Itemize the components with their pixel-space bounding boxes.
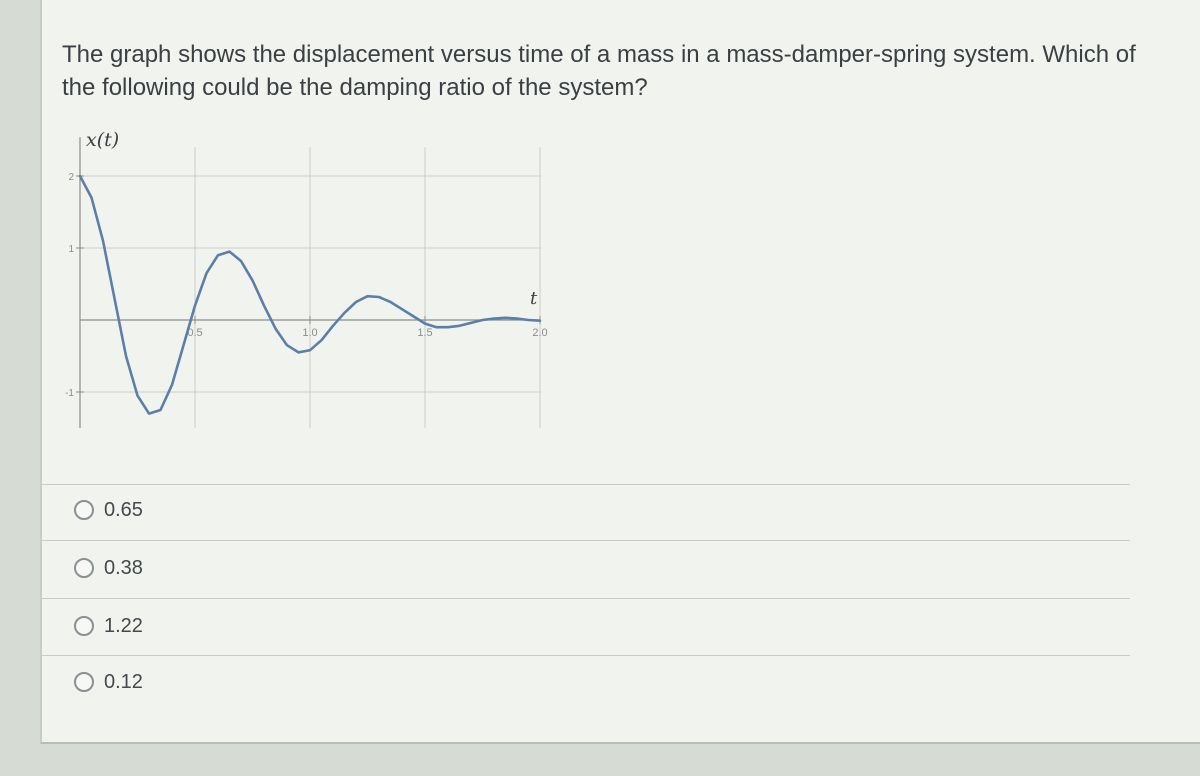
x-axis-label: t — [530, 288, 538, 309]
option-label: 0.38 — [104, 556, 143, 579]
x-tick-label: 1.0 — [302, 327, 318, 339]
option-0-65[interactable] — [74, 498, 143, 522]
option-divider — [40, 484, 1130, 485]
x-tick-label: 1.5 — [417, 327, 433, 339]
option-divider — [40, 655, 1130, 656]
option-label: 0.65 — [104, 498, 143, 521]
option-0-12[interactable] — [74, 670, 143, 694]
y-tick-label: 1 — [68, 244, 74, 255]
y-axis-label: x(t) — [86, 129, 120, 151]
option-divider — [40, 540, 1130, 541]
option-divider — [40, 598, 1130, 599]
option-label: 0.12 — [104, 670, 143, 693]
option-0-38[interactable] — [74, 556, 143, 580]
x-tick-label: 2.0 — [532, 327, 548, 339]
x-tick-label: 0.5 — [187, 327, 203, 339]
option-1-22[interactable] — [74, 614, 143, 638]
y-tick-label: -1 — [65, 388, 74, 399]
option-label: 1.22 — [104, 614, 143, 637]
chart-svg — [60, 120, 560, 460]
radio-button[interactable] — [74, 500, 94, 520]
radio-button[interactable] — [74, 558, 94, 578]
radio-button[interactable] — [74, 616, 94, 636]
displacement-graph — [60, 120, 560, 460]
y-tick-label: 2 — [68, 172, 74, 183]
question-text: The graph shows the displacement versus time of a mass in a mass-damper-spring system. Which of the following could be the damping ratio of the system? — [62, 41, 1136, 101]
radio-button[interactable] — [74, 672, 94, 692]
